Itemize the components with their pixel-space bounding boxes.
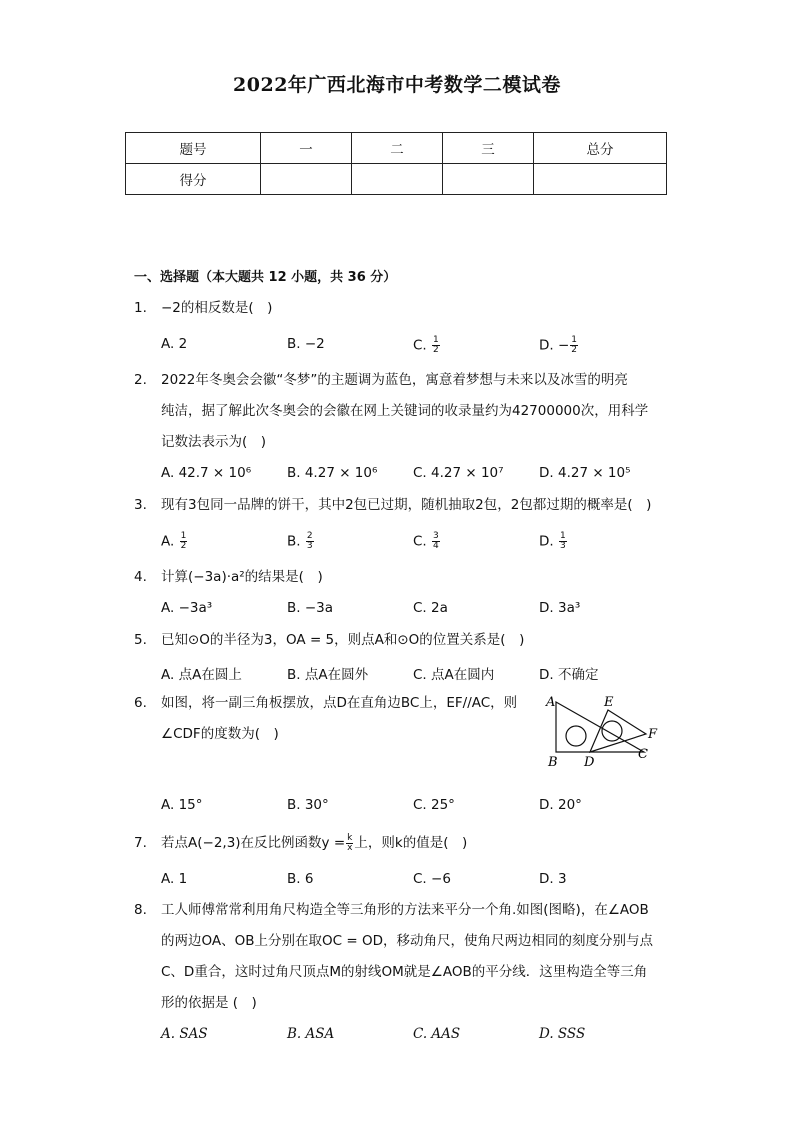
option-b: B. ASA [287,1026,335,1042]
option-d: D. 3a³ [539,600,581,616]
section-heading: 一、选择题（本大题共 12 小题，共 36 分） [134,270,397,285]
option-b: B. 6 [287,871,314,887]
option-c: C. −6 [413,871,451,887]
question-text: 已知⊙O的半径为3，OA = 5，则点A和⊙O的位置关系是( ) [161,632,525,648]
option-c: C. 4.27 × 10⁷ [413,465,504,481]
option-a: A. 点A在圆上 [161,667,242,683]
table-header-cell: 三 [443,133,534,164]
question-number: 1. [134,300,147,316]
question-text: 若点A(−2,3)在反比例函数y = $\frac{k}{x}$ 上，则k的值是( ) [161,832,468,853]
question-number: 3. [134,497,147,513]
question-1 [134,293,272,324]
option-a: A. 1 [161,871,188,887]
question-text: 如图，将一副三角板摆放，点D在直角边BC上，EF//AC，则 ∠CDF的度数为( ) [161,695,518,742]
option-a: A. 2 [161,336,188,352]
question-4 [134,562,323,593]
table-row [126,133,667,164]
option-d: D. 3 [539,871,567,887]
option-d: D. 不确定 [539,667,599,683]
label-b: B [548,755,558,770]
question-5 [134,625,524,656]
table-row-label: 得分 [126,164,261,195]
question-2 [134,365,661,458]
question-6 [134,688,541,750]
question-number: 8. [134,902,147,918]
question-number: 5. [134,632,147,648]
page-title: 2022年广西北海市中考数学二模试卷 [233,74,561,96]
option-d: D. 4.27 × 10⁵ [539,465,631,481]
option-d: D. − $\frac{1}{2}$ [539,335,578,355]
table-cell [443,164,534,195]
option-b: B. 4.27 × 10⁶ [287,465,378,481]
label-a: A [546,695,556,710]
question-number: 7. [134,835,147,851]
option-d: D. 20° [539,797,582,813]
option-c: C. $\frac{3}{4}$ [413,531,439,551]
option-a: A. 15° [161,797,203,813]
option-b: B. −2 [287,336,325,352]
option-a: A. SAS [161,1026,208,1042]
question-text: 工人师傅常常利用角尺构造全等三角形的方法来平分一个角.如图(图略)，在∠AOB 的两边OA、OB上分别在取OC = OD，移动角尺，使角尺两边相同的刻度分别与点 C、D重合，这时过角尺顶点M的射线OM就是∠AOB的平分线．这里构造全等三角 形的依据是 ( ) [161,902,653,1011]
triangle-figure [540,694,665,774]
table-cell [352,164,443,195]
option-b: B. 30° [287,797,329,813]
question-8 [134,895,671,1019]
option-c: C. 点A在圆内 [413,667,495,683]
option-b: B. $\frac{2}{3}$ [287,531,313,551]
table-header-cell: 总分 [534,133,667,164]
option-d: D. $\frac{1}{3}$ [539,531,566,551]
question-text: 2022年冬奥会会徽“冬梦”的主题调为蓝色，寓意着梦想与未来以及冰雪的明亮 纯洁，据了解此次冬奥会的会徽在网上关键词的收录量约为42700000次，用科学 记数法表示为( ) [161,372,649,450]
option-d: D. SSS [539,1026,586,1042]
label-d: D [584,755,595,770]
table-row [126,164,667,195]
question-text: 计算(−3a)·a²的结果是( ) [161,569,323,585]
question-number: 6. [134,695,147,711]
option-b: B. −3a [287,600,334,616]
option-b: B. 点A在圆外 [287,667,369,683]
question-text: −2的相反数是( ) [161,300,273,316]
table-header-cell: 二 [352,133,443,164]
question-7 [134,828,467,859]
option-a: A. 42.7 × 10⁶ [161,465,252,481]
table-cell [261,164,352,195]
table-header-cell: 一 [261,133,352,164]
option-c: C. 2a [413,600,448,616]
question-number: 2. [134,372,147,388]
option-c: C. 25° [413,797,455,813]
label-e: E [604,695,614,710]
question-text: 现有3包同一品牌的饼干，其中2包已过期，随机抽取2包，2包都过期的概率是( ) [161,497,652,513]
table-cell [534,164,667,195]
option-a: A. −3a³ [161,600,213,616]
score-table [125,132,667,195]
table-header-cell: 题号 [126,133,261,164]
option-c: C. $\frac{1}{2}$ [413,335,439,355]
label-f: F [648,727,658,742]
label-c: C [638,747,648,762]
option-c: C. AAS [413,1026,461,1042]
question-number: 4. [134,569,147,585]
question-3 [134,490,651,521]
option-a: A. $\frac{1}{2}$ [161,531,187,551]
